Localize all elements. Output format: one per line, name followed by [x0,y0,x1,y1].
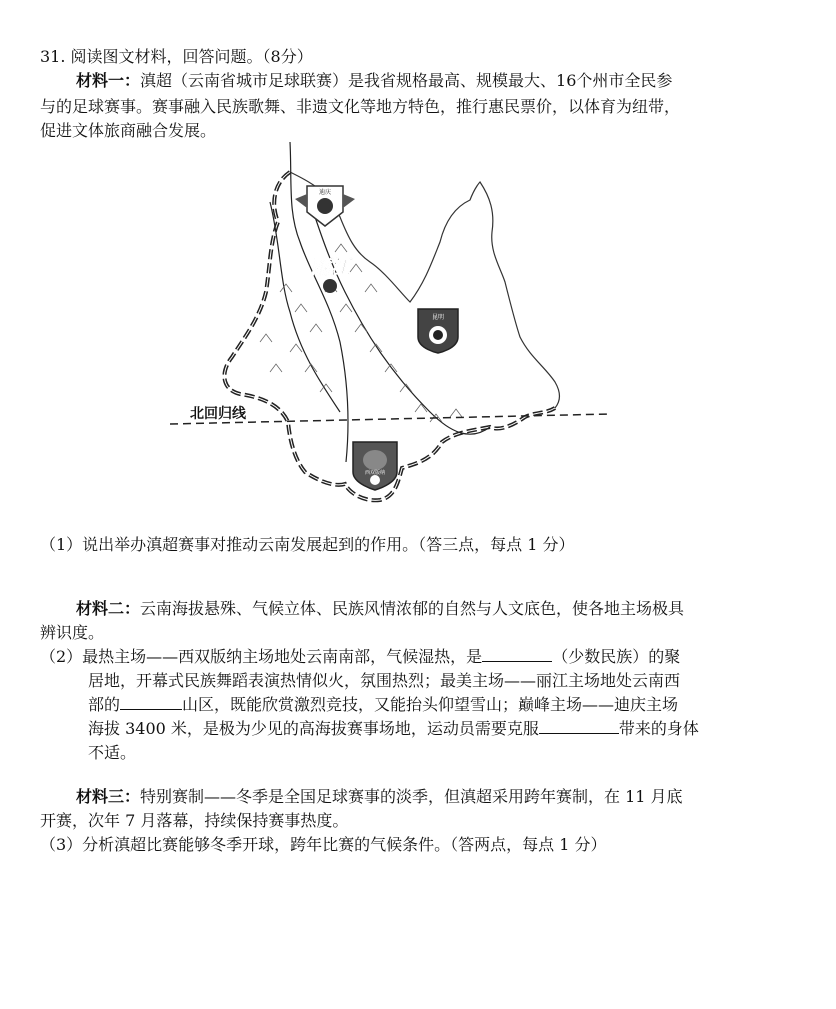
blank-mountain-region[interactable] [120,709,182,710]
diqing-badge [295,186,355,226]
q2-l1-b: （少数民族）的聚 [552,647,681,666]
material1-line3: 促进文体旅商融合发展。 [40,121,217,140]
material3-label: 材料三： [76,787,141,806]
question-header [40,46,313,68]
question-prompt: 阅读图文材料，回答问题。（8分） [70,47,313,66]
question-3: （3）分析滇超比赛能够冬季开球，跨年比赛的气候条件。（答两点，每点 1 分） [40,835,607,854]
q2-l3-b: 山区，既能欣赏激烈竞技，又能抬头仰望雪山；巅峰主场——迪庆主场 [182,695,679,714]
material1-line1 [76,70,672,92]
river-3 [310,202,490,434]
yunnan-map [170,142,630,518]
q2-l4-a: 海拔 3400 米，是极为少见的高海拔赛事场地，运动员需要克服 [88,719,539,738]
material2-line2: 辨识度。 [40,623,105,642]
material3-line2: 开赛，次年 7 月落幕，持续保持赛事热度。 [40,811,349,830]
material1-text1: 滇超（云南省城市足球联赛）是我省规格最高、规模最大、16个州市全民参 [140,71,673,90]
question-2-line4 [88,718,699,740]
material2-line1 [76,598,684,620]
material2-label: 材料二： [76,599,141,618]
blank-ethnic-group[interactable] [482,661,552,662]
xishuangbanna-badge [353,442,397,490]
question-number: 31. [40,47,66,66]
q2-l1-a: （2）最热主场——西双版纳主场地处云南南部，气候湿热，是 [40,647,483,666]
xishuangbanna-badge-text: 西双版纳 [364,470,386,476]
map-svg [170,142,630,514]
question-2-line2: 居地，开幕式民族舞蹈表演热情似火，氛围热烈；最美主场——丽江主场地处云南西 [88,671,681,690]
material2-text1: 云南海拔悬殊、气候立体、民族风情浓郁的自然与人文底色，使各地主场极具 [140,599,685,618]
material1-label: 材料一： [76,71,141,90]
material1-line2: 与的足球赛事。赛事融入民族歌舞、非遗文化等地方特色，推行惠民票价，以体育为纽带， [40,97,681,116]
kunming-badge [418,309,458,353]
material3-text1: 特别赛制——冬季是全国足球赛事的淡季，但滇超采用跨年赛制，在 11 月底 [140,787,683,806]
diqing-badge-text: 迪庆 [318,189,332,196]
question-2-line5: 不适。 [88,743,137,762]
river-2 [270,202,340,412]
tropic-label: 北回归线 [190,406,246,422]
question-2-line3 [88,694,678,716]
question-1: （1）说出举办滇超赛事对推动云南发展起到的作用。（答三点，每点 1 分） [40,535,575,554]
question-2-line1 [40,646,680,668]
kunming-badge-text: 昆明 [431,314,445,321]
lijiang-badge [310,255,353,293]
blank-altitude-factor[interactable] [539,733,619,734]
material3-line1 [76,786,683,808]
lijiang-badge-text: 丽江 [310,255,350,279]
q2-l4-b: 带来的身体 [618,719,699,738]
q2-l3-a: 部的 [88,695,121,714]
